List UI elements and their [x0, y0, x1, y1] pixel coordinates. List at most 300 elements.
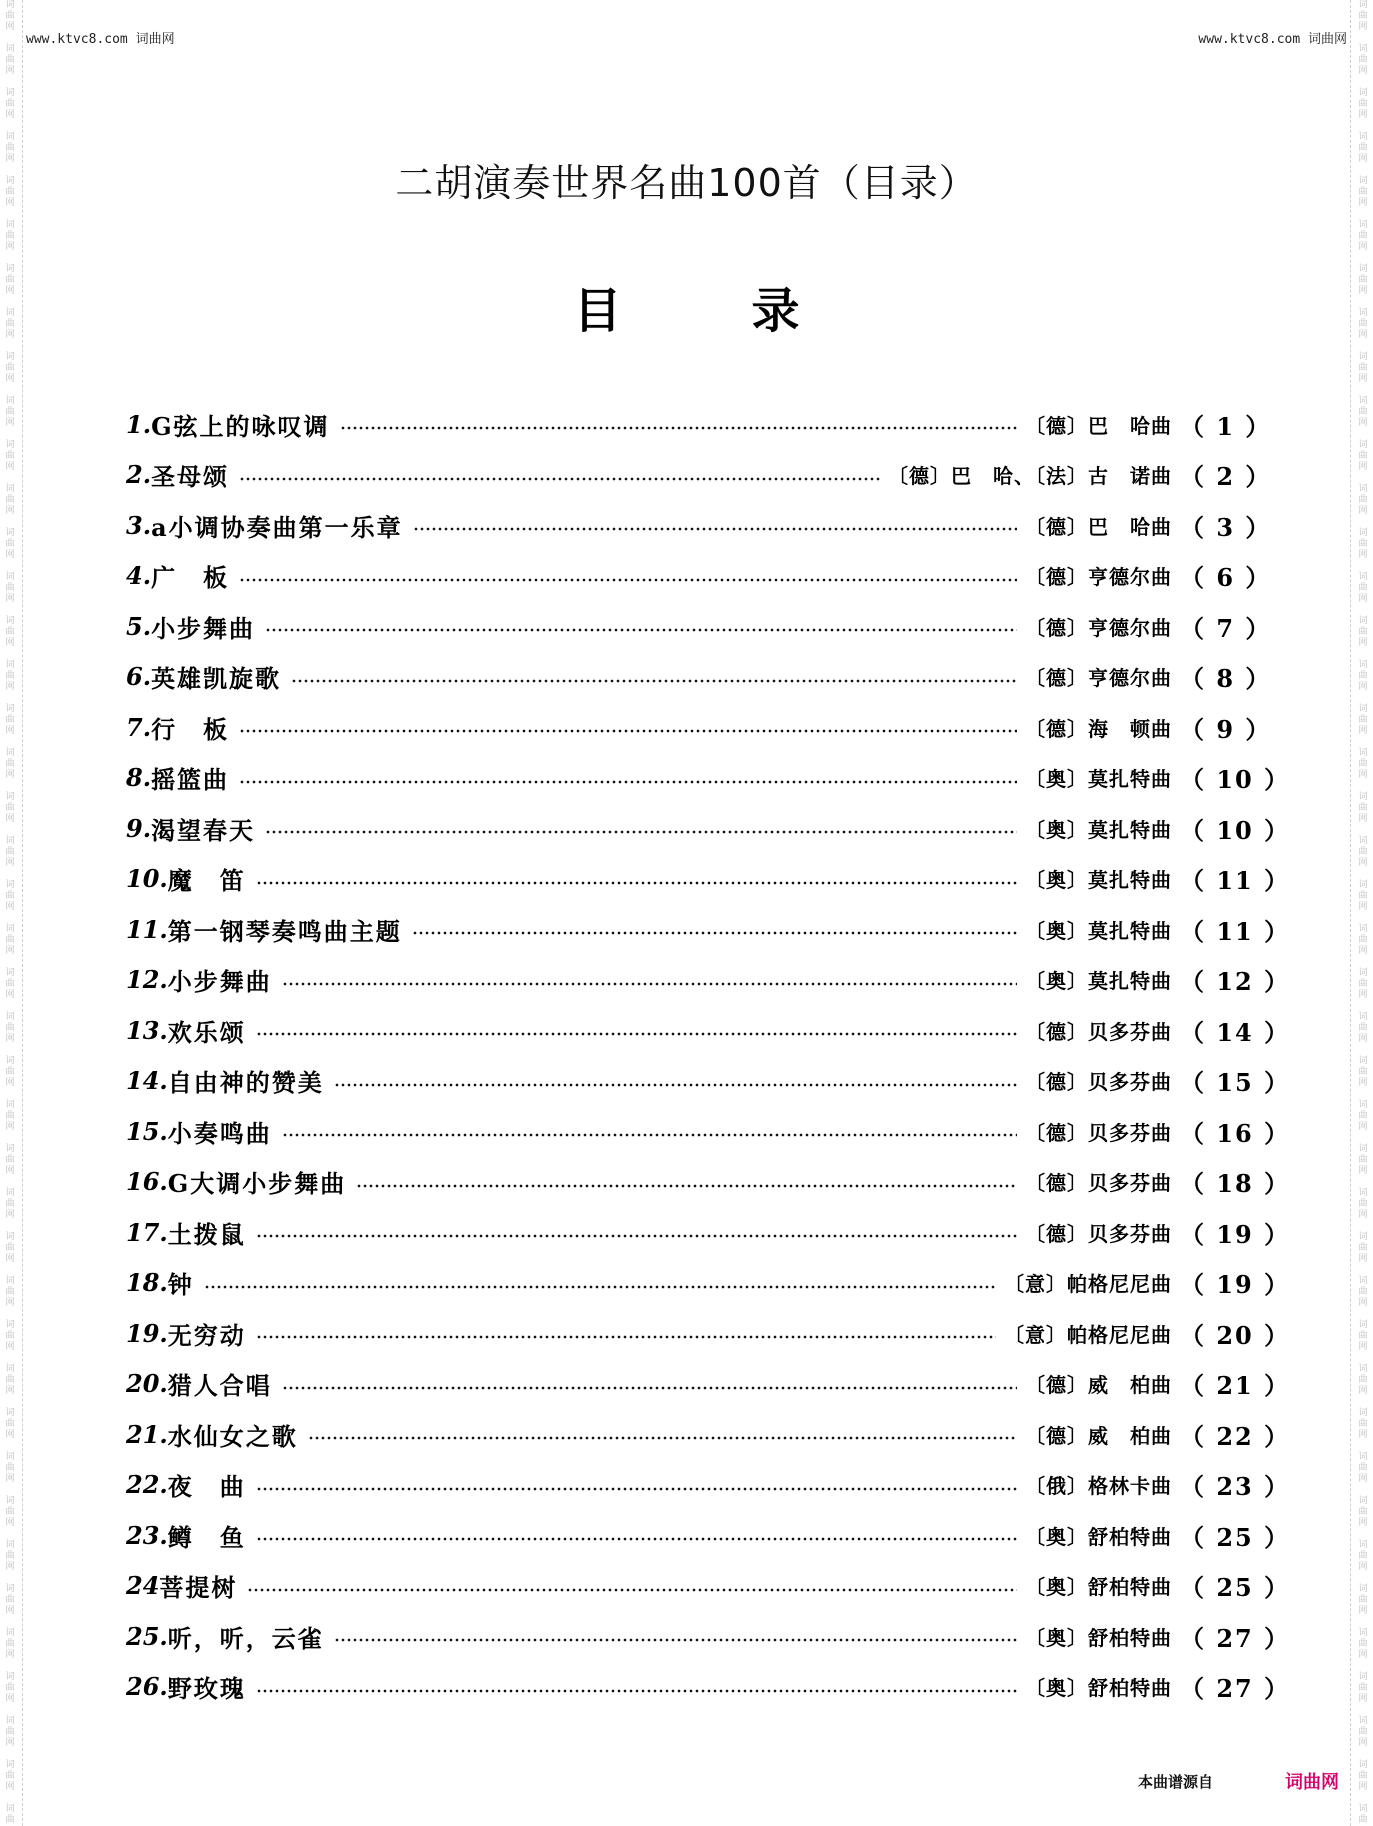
- watermark-glyph: 词: [1358, 1056, 1368, 1066]
- toc-entry[interactable]: [126, 758, 1291, 798]
- toc-entry-title: 猎人合唱: [167, 1371, 272, 1400]
- watermark-glyph: [1362, 869, 1365, 880]
- watermark-glyph: 网: [1358, 1166, 1368, 1176]
- toc-entry-page: （ 10 ）: [1180, 765, 1291, 794]
- toc-entry-title: 钟: [167, 1270, 194, 1299]
- watermark-glyph: 网: [5, 726, 15, 736]
- watermark-glyph: 网: [5, 66, 15, 76]
- watermark-glyph: 网: [5, 946, 15, 956]
- watermark-glyph: 网: [5, 506, 15, 516]
- watermark-glyph: 曲: [1358, 495, 1368, 505]
- toc-entry-title: 听，听，云雀: [167, 1623, 324, 1653]
- toc-entry[interactable]: [126, 455, 1272, 495]
- toc-entry-composer: 〔德〕贝多芬曲: [1025, 1171, 1172, 1195]
- watermark-glyph: [9, 77, 12, 88]
- watermark-glyph: 词: [5, 1320, 15, 1330]
- toc-entry[interactable]: [126, 1313, 1291, 1353]
- watermark-glyph: 网: [5, 638, 15, 648]
- watermark-glyph: 词: [1358, 1232, 1368, 1242]
- watermark-glyph: 词: [1358, 176, 1368, 186]
- watermark-glyph: 曲: [5, 715, 15, 725]
- watermark-glyph: 网: [1358, 726, 1368, 736]
- watermark-glyph: 曲: [1358, 935, 1368, 945]
- watermark-glyph: 曲: [1358, 1111, 1368, 1121]
- watermark-glyph: [9, 1265, 12, 1276]
- watermark-glyph: [1362, 693, 1365, 704]
- toc-entry-page-number: 2: [1216, 462, 1236, 491]
- watermark-glyph: 曲: [5, 539, 15, 549]
- watermark-glyph: [1362, 1485, 1365, 1496]
- toc-entry-title: G弦上的咏叹调: [151, 411, 330, 441]
- watermark-glyph: [9, 341, 12, 352]
- dot-leader: [256, 1234, 1017, 1238]
- watermark-glyph: 网: [5, 462, 15, 472]
- watermark-glyph: 网: [5, 1606, 15, 1616]
- toc-entry-title: 欢乐颂: [167, 1017, 246, 1047]
- watermark-glyph: 词: [5, 308, 15, 318]
- toc-entry-title: 渴望春天: [151, 815, 256, 845]
- watermark-glyph: 曲: [1358, 363, 1368, 373]
- watermark-glyph: 网: [1358, 22, 1368, 32]
- watermark-glyph: 曲: [1358, 231, 1368, 241]
- watermark-glyph: 曲: [1358, 1595, 1368, 1605]
- watermark-glyph: 网: [1358, 814, 1368, 824]
- watermark-glyph: 曲: [5, 1771, 15, 1781]
- watermark-glyph: 词: [5, 0, 15, 10]
- toc-entry-page: （ 11 ）: [1180, 916, 1291, 946]
- toc-entry-title: 水仙女之歌: [167, 1421, 298, 1451]
- watermark-glyph: [1362, 473, 1365, 484]
- toc-entry-number: 5.: [126, 611, 152, 641]
- watermark-glyph: 网: [5, 1694, 15, 1704]
- toc-entry-page: （ 27 ）: [1180, 1674, 1291, 1703]
- toc-entry[interactable]: [126, 707, 1272, 747]
- watermark-glyph: 网: [5, 1034, 15, 1044]
- toc-entry[interactable]: [126, 556, 1272, 596]
- watermark-glyph: 曲: [1358, 99, 1368, 109]
- watermark-glyph: 网: [1358, 418, 1368, 428]
- watermark-glyph: 词: [1358, 616, 1368, 626]
- watermark-glyph: [1362, 1397, 1365, 1408]
- watermark-glyph: 网: [5, 418, 15, 428]
- watermark-glyph: 网: [1358, 858, 1368, 868]
- toc-entry-number: 2.: [126, 460, 152, 489]
- watermark-glyph: 词: [5, 616, 15, 626]
- watermark-glyph: [1362, 957, 1365, 968]
- watermark-glyph: 词: [5, 792, 15, 802]
- watermark-glyph: 曲: [1358, 1727, 1368, 1737]
- watermark-glyph: [9, 1705, 12, 1716]
- watermark-glyph: 词: [1358, 396, 1368, 406]
- toc-entry-number: 11.: [126, 914, 168, 944]
- watermark-glyph: 词: [5, 924, 15, 934]
- watermark-glyph: 词: [5, 176, 15, 186]
- watermark-glyph: 网: [1358, 770, 1368, 780]
- toc-entry-page-number: 8: [1216, 664, 1236, 693]
- dot-leader: [256, 881, 1017, 885]
- watermark-glyph: [9, 1177, 12, 1188]
- watermark-glyph: 曲: [1358, 187, 1368, 197]
- toc-entry[interactable]: [126, 404, 1272, 444]
- toc-entry-composer: 〔德〕亨德尔曲: [1025, 666, 1172, 690]
- watermark-glyph: 词: [1358, 1452, 1368, 1462]
- toc-entry-title: 小步舞曲: [151, 613, 256, 643]
- toc-entry-composer: 〔德〕亨德尔曲: [1025, 615, 1172, 640]
- watermark-glyph: 词: [1358, 968, 1368, 978]
- watermark-glyph: 词: [1358, 1760, 1368, 1770]
- watermark-glyph: 网: [5, 110, 15, 120]
- toc-entry-composer: 〔奥〕莫扎特曲: [1025, 969, 1172, 993]
- toc-entry-page-number: 6: [1216, 563, 1236, 592]
- toc-entry-number: 21.: [126, 1419, 168, 1449]
- watermark-glyph: [9, 209, 12, 220]
- dot-leader: [308, 1436, 1017, 1440]
- watermark-glyph: 网: [1358, 1782, 1368, 1792]
- watermark-glyph: [1362, 1441, 1365, 1452]
- watermark-glyph: [9, 1573, 12, 1584]
- toc-entry-page: （ 6 ）: [1180, 563, 1272, 592]
- toc-entry-page: （ 22 ）: [1180, 1421, 1291, 1451]
- watermark-glyph: 词: [1358, 1584, 1368, 1594]
- watermark-glyph: [1362, 1265, 1365, 1276]
- header-url-right: www.ktvc8.com 词曲网: [1198, 32, 1347, 47]
- watermark-glyph: 网: [1358, 242, 1368, 252]
- watermark-glyph: 网: [1358, 1562, 1368, 1572]
- watermark-glyph: [1362, 737, 1365, 748]
- toc-entry-page-number: 15: [1216, 1068, 1254, 1097]
- watermark-glyph: 曲: [1358, 1375, 1368, 1385]
- watermark-glyph: 网: [1358, 1474, 1368, 1484]
- toc-entry-number: 20.: [126, 1369, 168, 1398]
- watermark-glyph: 曲: [5, 1463, 15, 1473]
- dot-leader: [239, 477, 880, 481]
- toc-entry[interactable]: [126, 808, 1291, 848]
- watermark-glyph: 词: [5, 660, 15, 670]
- watermark-glyph: 曲: [1358, 1023, 1368, 1033]
- watermark-glyph: 曲: [5, 1111, 15, 1121]
- toc-entry[interactable]: [126, 1263, 1291, 1303]
- toc-entry[interactable]: [126, 1061, 1291, 1101]
- watermark-glyph: 网: [5, 1474, 15, 1484]
- toc-entry-page: （ 16 ）: [1180, 1118, 1291, 1148]
- watermark-glyph: [1362, 33, 1365, 44]
- watermark-glyph: 曲: [1358, 55, 1368, 65]
- toc-entry-number: 23.: [126, 1520, 168, 1550]
- watermark-glyph: 词: [5, 1144, 15, 1154]
- watermark-glyph: 网: [5, 154, 15, 164]
- toc-entry-page-number: 3: [1216, 512, 1236, 542]
- toc-entry[interactable]: [126, 1111, 1291, 1151]
- watermark-glyph: 网: [1358, 1078, 1368, 1088]
- watermark-glyph: 网: [5, 1122, 15, 1132]
- watermark-glyph: [9, 1661, 12, 1672]
- watermark-glyph: 网: [5, 902, 15, 912]
- watermark-glyph: 词: [1358, 1672, 1368, 1682]
- watermark-glyph: 曲: [5, 847, 15, 857]
- watermark-glyph: [9, 1309, 12, 1320]
- watermark-glyph: 网: [1358, 902, 1368, 912]
- dot-leader: [282, 1133, 1017, 1137]
- toc-entry-title: 小奏鸣曲: [167, 1118, 272, 1148]
- toc-heading-char-2: 录: [751, 283, 800, 339]
- toc-entry-composer: 〔奥〕舒柏特曲: [1025, 1524, 1172, 1549]
- toc-entry[interactable]: [126, 1364, 1291, 1404]
- watermark-glyph: 曲: [1358, 891, 1368, 901]
- watermark-glyph: [1362, 77, 1365, 88]
- watermark-glyph: 曲: [1358, 1419, 1368, 1429]
- watermark-glyph: 网: [1358, 198, 1368, 208]
- toc-entry-number: 1.: [126, 409, 152, 439]
- watermark-glyph: [9, 1001, 12, 1012]
- toc-entry[interactable]: [126, 505, 1272, 545]
- header-url-left: www.ktvc8.com 词曲网: [26, 32, 175, 47]
- toc-entry-number: 18.: [126, 1268, 168, 1297]
- watermark-glyph: [9, 1221, 12, 1232]
- toc-heading-char-1: 目: [573, 283, 622, 339]
- watermark-glyph: 词: [5, 396, 15, 406]
- watermark-glyph: [9, 1133, 12, 1144]
- watermark-glyph: 词: [5, 968, 15, 978]
- watermark-glyph: 网: [5, 1782, 15, 1792]
- toc-entry-page-number: 10: [1216, 765, 1254, 794]
- watermark-glyph: [1362, 1793, 1365, 1804]
- watermark-glyph: 网: [1358, 1254, 1368, 1264]
- dot-leader: [282, 1386, 1017, 1390]
- toc-entry-page: （ 19 ）: [1180, 1270, 1291, 1299]
- watermark-glyph: 网: [1358, 550, 1368, 560]
- watermark-glyph: [1362, 1045, 1365, 1056]
- watermark-glyph: 网: [5, 1430, 15, 1440]
- watermark-glyph: 曲: [1358, 1507, 1368, 1517]
- toc-entry[interactable]: [126, 657, 1272, 697]
- toc-entry[interactable]: [126, 1465, 1291, 1505]
- toc-entry-composer: 〔德〕威 柏曲: [1025, 1373, 1172, 1397]
- watermark-glyph: 词: [5, 352, 15, 362]
- watermark-glyph: 网: [1358, 638, 1368, 648]
- toc-entry-page: （ 25 ）: [1180, 1573, 1291, 1602]
- watermark-glyph: 曲: [5, 55, 15, 65]
- watermark-glyph: 曲: [5, 451, 15, 461]
- watermark-glyph: 词: [5, 132, 15, 142]
- toc-entry[interactable]: [126, 1010, 1291, 1050]
- toc-entry-page: （ 1 ）: [1180, 411, 1272, 441]
- toc-entry-page: （ 11 ）: [1180, 866, 1291, 895]
- toc-entry-page: （ 8 ）: [1180, 664, 1272, 693]
- watermark-glyph: 网: [1358, 154, 1368, 164]
- toc-entry-page: （ 18 ）: [1180, 1169, 1291, 1198]
- watermark-glyph: [1362, 605, 1365, 616]
- toc-entry-composer: 〔德〕海 顿曲: [1025, 716, 1172, 741]
- watermark-glyph: [9, 1749, 12, 1760]
- watermark-glyph: 网: [1358, 110, 1368, 120]
- watermark-glyph: 曲: [1358, 759, 1368, 769]
- dot-leader: [265, 628, 1017, 632]
- watermark-glyph: 词: [1358, 1276, 1368, 1286]
- watermark-glyph: 词: [1358, 924, 1368, 934]
- watermark-glyph: 曲: [5, 671, 15, 681]
- watermark-glyph: 曲: [5, 407, 15, 417]
- watermark-glyph: [1362, 1177, 1365, 1188]
- toc-entry-page-number: 19: [1216, 1270, 1254, 1299]
- watermark-glyph: [1362, 1309, 1365, 1320]
- watermark-glyph: [1362, 121, 1365, 132]
- toc-entry[interactable]: [126, 1162, 1291, 1202]
- watermark-glyph: 词: [5, 1496, 15, 1506]
- toc-entry-title: 魔 笛: [167, 866, 246, 895]
- watermark-glyph: 网: [5, 1650, 15, 1660]
- watermark-glyph: 曲: [5, 231, 15, 241]
- watermark-glyph: 词: [1358, 44, 1368, 54]
- watermark-glyph: 词: [5, 1584, 15, 1594]
- watermark-glyph: 网: [1358, 1606, 1368, 1616]
- toc-entry-composer: 〔意〕帕格尼尼曲: [1004, 1322, 1172, 1347]
- watermark-glyph: 网: [5, 1386, 15, 1396]
- watermark-glyph: [1362, 781, 1365, 792]
- watermark-glyph: [1362, 1617, 1365, 1628]
- toc-entry[interactable]: [126, 1414, 1291, 1454]
- watermark-glyph: 词: [5, 836, 15, 846]
- toc-entry[interactable]: [126, 1616, 1291, 1656]
- watermark-glyph: 网: [5, 22, 15, 32]
- watermark-glyph: 网: [1358, 1386, 1368, 1396]
- watermark-glyph: 曲: [5, 759, 15, 769]
- toc-entry-page-number: 1: [1216, 411, 1236, 441]
- toc-entry-page-number: 25: [1216, 1522, 1254, 1552]
- document-title: 二胡演奏世界名曲100首（目录）: [395, 161, 978, 205]
- watermark-glyph: [9, 1529, 12, 1540]
- toc-entry-number: 15.: [126, 1116, 168, 1146]
- watermark-glyph: 网: [5, 550, 15, 560]
- toc-entry-page-number: 21: [1216, 1371, 1254, 1400]
- toc-entry-page: （ 9 ）: [1180, 714, 1272, 744]
- toc-entry-composer: 〔奥〕舒柏特曲: [1025, 1625, 1172, 1650]
- watermark-glyph: [9, 869, 12, 880]
- toc-entry-page-number: 16: [1216, 1118, 1254, 1148]
- toc-entry[interactable]: [126, 1212, 1291, 1252]
- toc-entry-composer: 〔德〕贝多芬曲: [1025, 1221, 1172, 1246]
- toc-entry-page: （ 23 ）: [1180, 1472, 1291, 1501]
- watermark-glyph: 词: [1358, 880, 1368, 890]
- watermark-glyph: 词: [1358, 660, 1368, 670]
- watermark-glyph: 网: [5, 594, 15, 604]
- watermark-glyph: 词: [5, 704, 15, 714]
- watermark-glyph: 词: [1358, 704, 1368, 714]
- watermark-glyph: 词: [5, 748, 15, 758]
- watermark-glyph: 曲: [5, 979, 15, 989]
- watermark-glyph: [9, 1793, 12, 1804]
- dot-leader: [413, 527, 1017, 531]
- watermark-glyph: 曲: [5, 1551, 15, 1561]
- watermark-glyph: [1362, 1353, 1365, 1364]
- watermark-glyph: 曲: [5, 803, 15, 813]
- watermark-glyph: [1362, 649, 1365, 660]
- watermark-glyph: [1362, 1001, 1365, 1012]
- toc-entry[interactable]: [126, 909, 1291, 949]
- watermark-glyph: [9, 737, 12, 748]
- toc-entry-title: a小调协奏曲第一乐章: [151, 512, 403, 542]
- watermark-glyph: 曲: [5, 143, 15, 153]
- toc-entry-title: G大调小步舞曲: [167, 1169, 347, 1198]
- watermark-glyph: [1362, 913, 1365, 924]
- dot-leader: [256, 1032, 1017, 1036]
- watermark-glyph: 曲: [5, 1419, 15, 1429]
- toc-entry[interactable]: [126, 1566, 1291, 1606]
- watermark-glyph: [9, 121, 12, 132]
- watermark-glyph: 网: [5, 1210, 15, 1220]
- watermark-glyph: 曲: [1358, 847, 1368, 857]
- toc-heading: [0, 272, 1373, 341]
- toc-entry[interactable]: [126, 1667, 1291, 1707]
- toc-entry-page: （ 12 ）: [1180, 967, 1291, 996]
- toc-entry[interactable]: [126, 606, 1272, 646]
- watermark-glyph: 曲: [1358, 671, 1368, 681]
- toc-entry-title: 自由神的赞美: [167, 1068, 324, 1097]
- watermark-glyph: 网: [1358, 1122, 1368, 1132]
- toc-entry-number: 4.: [126, 561, 152, 590]
- watermark-glyph: 词: [5, 440, 15, 450]
- watermark-glyph: 词: [5, 1716, 15, 1726]
- toc-entry-page-number: 10: [1216, 815, 1254, 845]
- watermark-glyph: 曲: [5, 495, 15, 505]
- footer-brand[interactable]: 词曲网: [1285, 1772, 1339, 1793]
- watermark-glyph: [1362, 429, 1365, 440]
- watermark-glyph: 曲: [1358, 1683, 1368, 1693]
- watermark-glyph: 词: [5, 528, 15, 538]
- watermark-glyph: 网: [1358, 990, 1368, 1000]
- watermark-glyph: 曲: [5, 1683, 15, 1693]
- toc-entry-title: 圣母颂: [151, 462, 230, 491]
- watermark-glyph: [9, 385, 12, 396]
- toc-entry[interactable]: [126, 1515, 1291, 1555]
- watermark-glyph: 词: [1358, 572, 1368, 582]
- watermark-glyph: 曲: [1358, 1331, 1368, 1341]
- watermark-glyph: 词: [5, 1672, 15, 1682]
- watermark-glyph: 网: [1358, 1210, 1368, 1220]
- toc-entry-composer: 〔德〕巴 哈曲: [1025, 514, 1172, 539]
- watermark-glyph: 曲: [1358, 143, 1368, 153]
- toc-entry-composer: 〔德〕威 柏曲: [1025, 1423, 1172, 1448]
- toc-entry[interactable]: [126, 859, 1291, 899]
- watermark-glyph: [1362, 1089, 1365, 1100]
- watermark-glyph: [1362, 341, 1365, 352]
- watermark-glyph: 网: [5, 858, 15, 868]
- watermark-glyph: [9, 253, 12, 264]
- toc-entry-composer: 〔德〕贝多芬曲: [1025, 1070, 1172, 1094]
- toc-entry-page-number: 27: [1216, 1674, 1254, 1703]
- toc-entry-title: 摇篮曲: [151, 765, 230, 794]
- watermark-glyph: 曲: [1358, 715, 1368, 725]
- watermark-glyph: [1362, 1573, 1365, 1584]
- watermark-glyph: 词: [1358, 528, 1368, 538]
- toc-entry-page: （ 14 ）: [1180, 1017, 1291, 1047]
- watermark-glyph: 曲: [5, 1067, 15, 1077]
- watermark-glyph: [9, 781, 12, 792]
- watermark-glyph: 曲: [5, 1287, 15, 1297]
- watermark-glyph: 词: [5, 1540, 15, 1550]
- dot-leader: [204, 1285, 996, 1289]
- toc-entry-number: 26.: [126, 1672, 168, 1701]
- watermark-glyph: 词: [1358, 484, 1368, 494]
- toc-entry-page: （ 3 ）: [1180, 512, 1272, 542]
- toc-entry-page: （ 21 ）: [1180, 1371, 1291, 1400]
- watermark-glyph: 网: [5, 770, 15, 780]
- toc-entry-number: 16.: [126, 1167, 168, 1196]
- toc-entry[interactable]: [126, 960, 1291, 1000]
- watermark-glyph: 网: [1358, 286, 1368, 296]
- watermark-glyph: [1362, 1661, 1365, 1672]
- toc-entry-number: 9.: [126, 813, 152, 843]
- watermark-glyph: 曲: [1358, 275, 1368, 285]
